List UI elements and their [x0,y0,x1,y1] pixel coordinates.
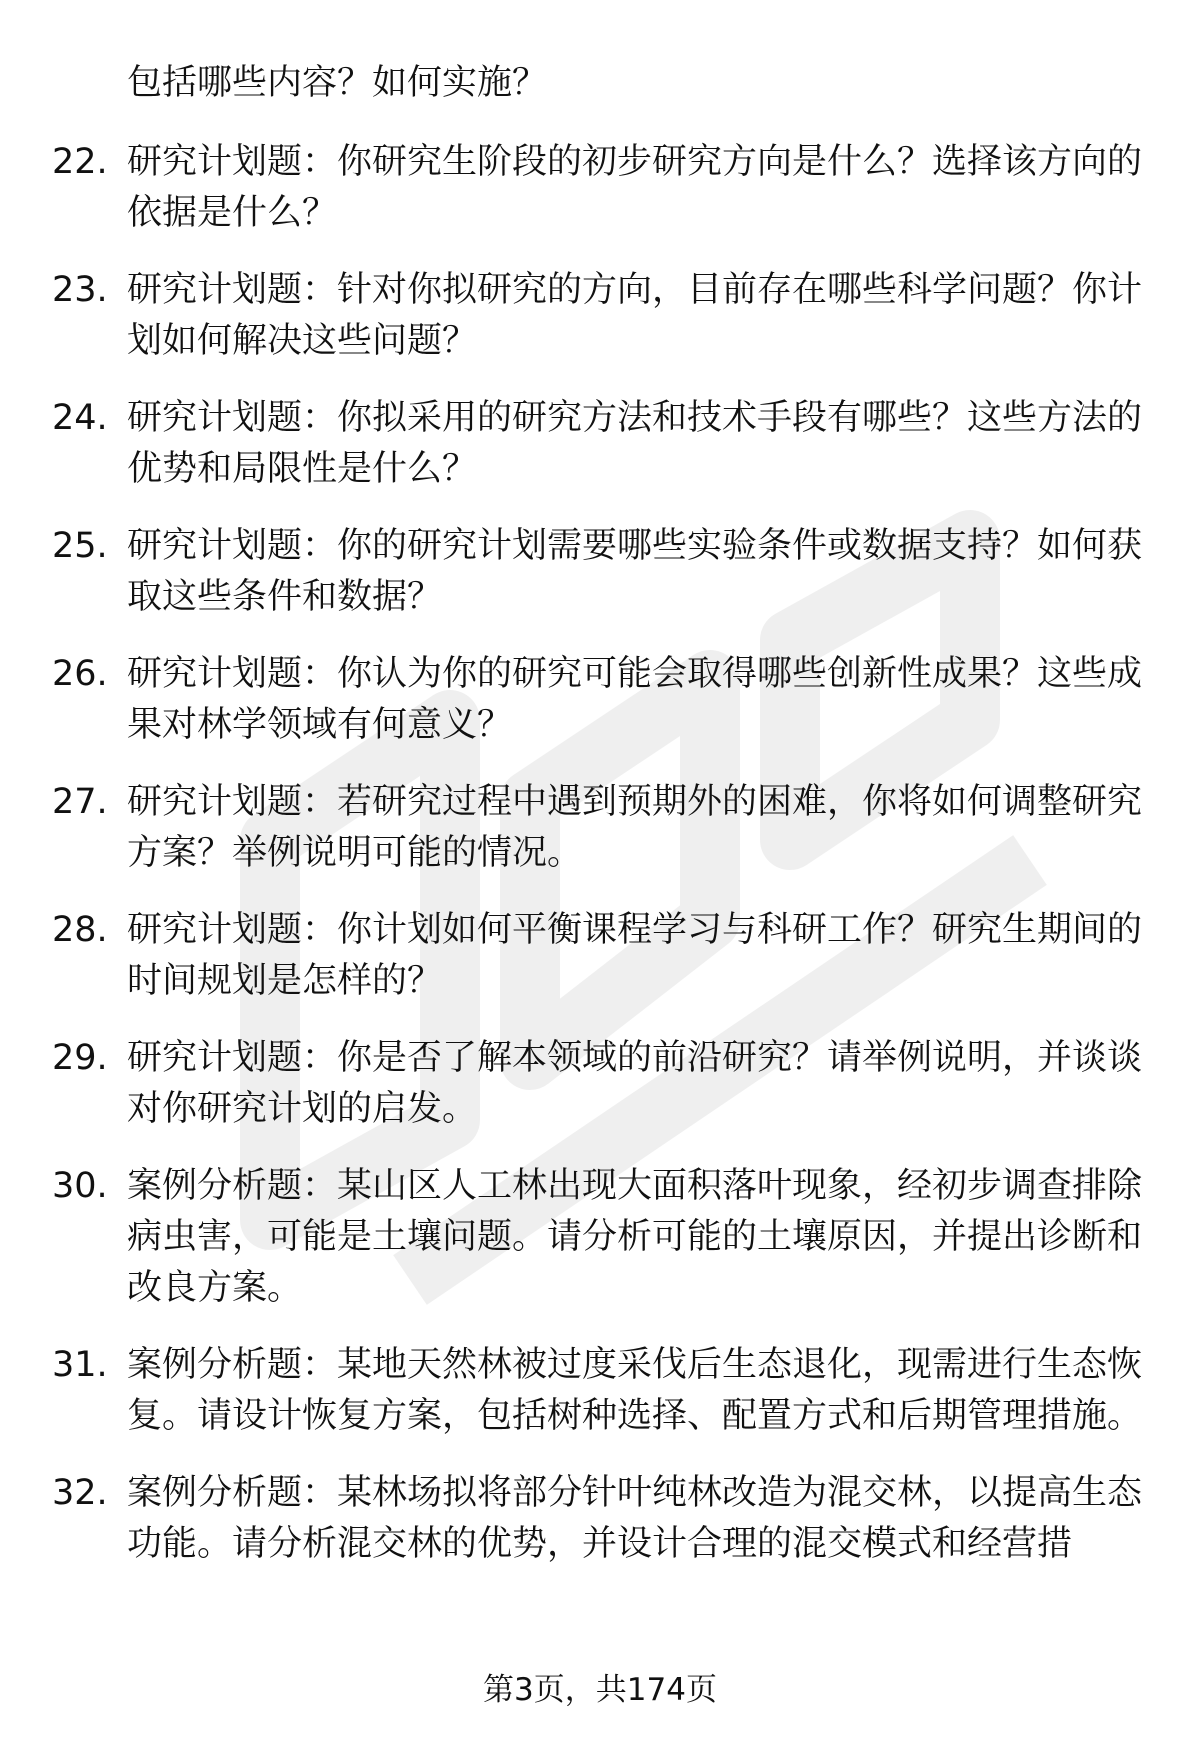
question-list [52,58,1142,1596]
question-item-24 [52,393,1142,495]
question-text: 研究计划题：你是否了解本领域的前沿研究？请举例说明，并谈谈对你研究计划的启发。 [127,1038,1143,1129]
question-item-32 [52,1468,1142,1570]
question-item-23 [52,265,1142,367]
question-text: 研究计划题：你认为你的研究可能会取得哪些创新性成果？这些成果对林学领域有何意义？ [127,654,1143,745]
question-number: 25. [52,526,108,566]
question-text: 案例分析题：某地天然林被过度采伐后生态退化，现需进行生态恢复。请设计恢复方案，包括树种选择、配置方式和后期管理措施。 [127,1345,1143,1436]
question-number: 24. [52,398,108,438]
continuation-text: 包括哪些内容？如何实施？ [127,63,548,103]
question-text: 案例分析题：某山区人工林出现大面积落叶现象，经初步调查排除病虫害，可能是土壤问题。请分析可能的土壤原因，并提出诊断和改良方案。 [127,1166,1143,1308]
page-footer: 第3页，共174页 [483,1672,717,1708]
question-number: 26. [52,654,108,694]
question-item-29 [52,1033,1142,1135]
question-number: 28. [52,910,108,950]
question-number: 27. [52,782,108,822]
question-text: 研究计划题：你的研究计划需要哪些实验条件或数据支持？如何获取这些条件和数据？ [127,526,1143,617]
question-item-31 [52,1340,1142,1442]
question-item-28 [52,905,1142,1007]
question-item-27 [52,777,1142,879]
question-text: 研究计划题：针对你拟研究的方向，目前存在哪些科学问题？你计划如何解决这些问题？ [127,270,1143,361]
question-number: 31. [52,1345,108,1385]
question-item-25 [52,521,1142,623]
question-text: 研究计划题：若研究过程中遇到预期外的困难，你将如何调整研究方案？举例说明可能的情况。 [127,782,1143,873]
question-number: 29. [52,1038,108,1078]
question-item-22 [52,137,1142,239]
question-number: 23. [52,270,108,310]
question-text: 案例分析题：某林场拟将部分针叶纯林改造为混交林，以提高生态功能。请分析混交林的优势，并设计合理的混交模式和经营措 [127,1473,1143,1564]
question-item-30 [52,1161,1142,1314]
question-text: 研究计划题：你计划如何平衡课程学习与科研工作？研究生期间的时间规划是怎样的？ [127,910,1143,1001]
question-number: 32. [52,1473,108,1513]
question-text: 研究计划题：你研究生阶段的初步研究方向是什么？选择该方向的依据是什么？ [127,142,1143,233]
question-number: 30. [52,1166,108,1206]
question-text: 研究计划题：你拟采用的研究方法和技术手段有哪些？这些方法的优势和局限性是什么？ [127,398,1143,489]
question-item-26 [52,649,1142,751]
question-number: 22. [52,142,108,182]
